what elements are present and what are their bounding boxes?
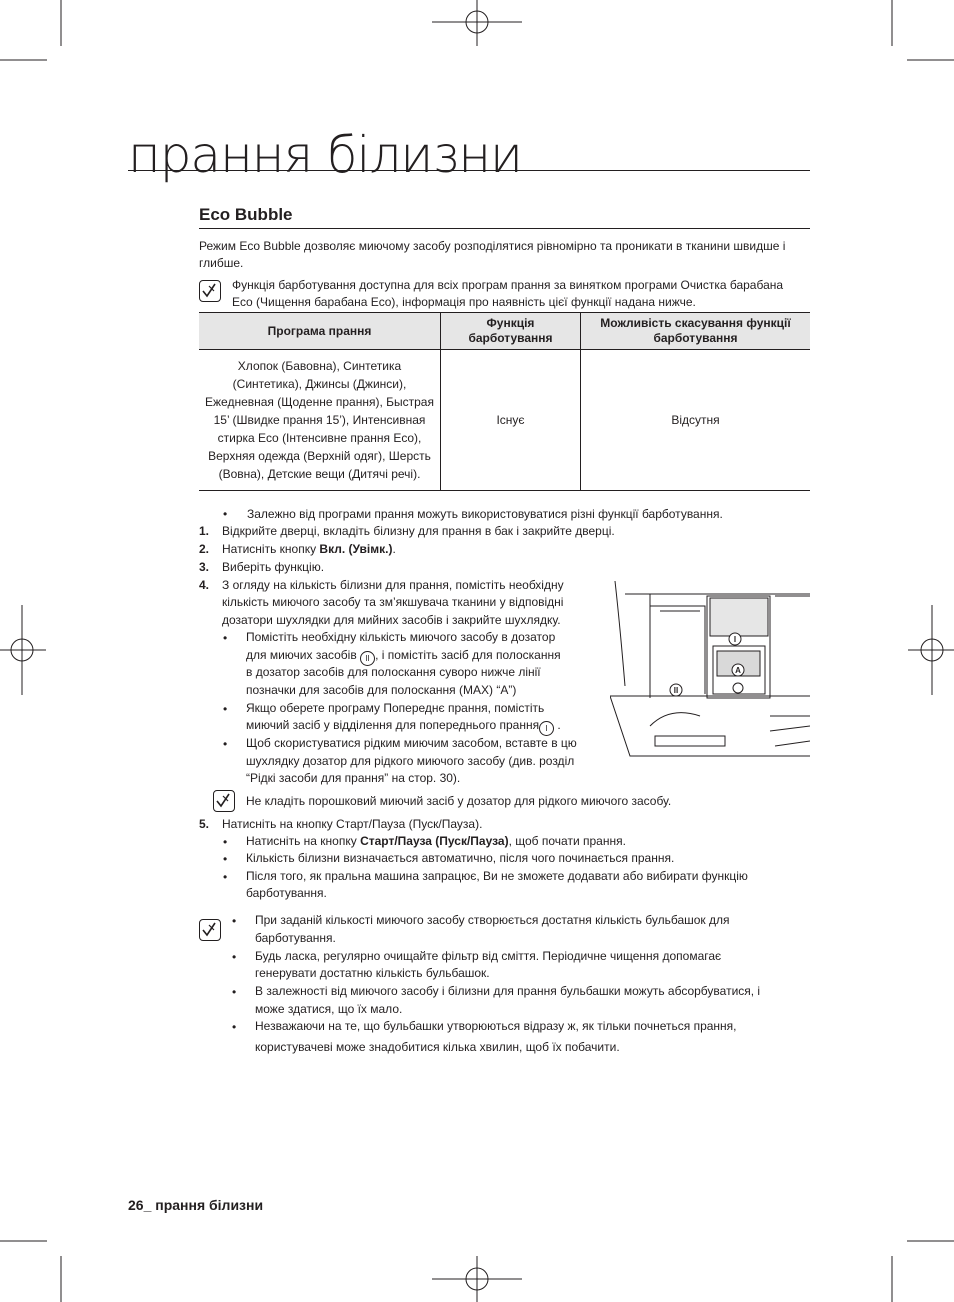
bullet-text: в дозатор засобів для полоскання суворо нижче лінії — [246, 665, 541, 679]
section-heading: Eco Bubble — [199, 205, 293, 224]
note-bullet-text: генерувати достатню кількість бульбашок. — [255, 966, 490, 980]
bullet-text-part: . — [554, 718, 561, 732]
bullet-text: Після того, як пральна машина запрацює, Ви не зможете додавати або вибирати функцію — [246, 869, 748, 883]
step-text: З огляду на кількість білизни для прання, помістіть необхідну — [222, 578, 564, 592]
bullet-dot: • — [223, 870, 228, 884]
note-icon — [199, 919, 221, 941]
bullet-text: “Рідкі засоби для прання” на стор. 30). — [246, 771, 461, 785]
bullet-dot: • — [223, 702, 228, 716]
step-number: 3. — [199, 560, 210, 574]
compartment-I-icon: I — [539, 721, 554, 736]
step-text: Натисніть на кнопку Старт/Пауза (Пуск/Пауза). — [222, 817, 483, 831]
bullet-dot: • — [232, 1020, 237, 1034]
bullet-text: Якщо оберете програму Попереднє прання, помістіть — [246, 701, 545, 715]
note-bullet-text: Незважаючи на те, що бульбашки утворюються відразу ж, як тільки почнеться прання, — [255, 1019, 737, 1033]
label-I: I — [733, 635, 737, 644]
pencil-check-icon — [214, 791, 233, 810]
table-header: Можливість скасування функції барботування — [581, 313, 811, 350]
detergent-drawer-graphic — [610, 576, 810, 761]
detergent-drawer-illustration — [610, 576, 810, 761]
bullet-text: Помістіть необхідну кількість миючого засобу в дозатор — [246, 630, 556, 644]
step-text: кількість миючого засобу та зм’якшувача тканини у відповідні — [222, 595, 564, 609]
note-icon — [213, 790, 235, 812]
program-table — [199, 312, 810, 491]
bullet-text — [246, 833, 626, 851]
step-text-part: . — [392, 542, 396, 556]
note-bullet-text: може здатися, що їх мало. — [255, 1002, 403, 1016]
step-number: 5. — [199, 817, 210, 831]
bullet-dot: • — [223, 852, 228, 866]
table-cell: Хлопок (Бавовна), Синтетика (Синтетика), Джинсы (Джинси), Ежедневная (Щоденне прання), Быстрая 15’ (Швидке прання 15’), Интенсивная стирка Eco (Інтенсивне прання Eco), Верхняя одежда (Верхній одяг), Шерсть (Вовна), Детские вещи (Дитячі речі). — [199, 350, 441, 491]
step-text: дозатори шухлядки для мийних засобів і закрийте шухлядку. — [222, 613, 561, 627]
page-footer: 26_ прання білизни — [128, 1197, 264, 1213]
table-cell: Існує — [441, 350, 581, 491]
bullet-text-part: Натисніть на кнопку — [246, 834, 361, 848]
section-divider — [199, 228, 810, 229]
bullet-dot: • — [223, 835, 228, 849]
step-number: 2. — [199, 542, 210, 556]
bullet-dot: • — [223, 507, 228, 521]
button-name: Вкл. (Увімк.) — [319, 542, 393, 556]
bullet-text: Залежно від програми прання можуть використовуватися різні функції барботування. — [247, 507, 723, 521]
bullet-text-part: миючий засіб у відділення для попереднього прання — [246, 718, 540, 732]
note-bullet-text: Будь ласка, регулярно очищайте фільтр від сміття. Періодичне чищення допомагає — [255, 949, 722, 963]
label-A: A — [735, 666, 741, 675]
table-row — [199, 350, 810, 491]
bullet-text: Щоб скористуватися рідким миючим засобом, вставте в цю — [246, 736, 577, 750]
note-bullet-text: користувачеві може знадобитися кілька хвилин, щоб їх побачити. — [255, 1040, 620, 1054]
table-header-row — [199, 313, 810, 350]
step-text: Виберіть функцію. — [222, 560, 325, 574]
step-text-part: Натисніть кнопку — [222, 542, 320, 556]
bullet-text: барботування. — [246, 886, 327, 900]
note-bullet-text: В залежності від миючого засобу і білизни для прання бульбашки можуть абсорбуватися, і — [255, 984, 761, 998]
step-text — [222, 541, 396, 559]
note-text-2: Не кладіть порошковий миючий засіб у дозатор для рідкого миючого засобу. — [246, 794, 672, 808]
bullet-dot: • — [232, 985, 237, 999]
bullet-text-part: для миючих засобів — [246, 648, 357, 662]
title-divider — [128, 170, 810, 171]
note-bullet-text: При заданій кількості миючого засобу створюється достатня кількість бульбашок для — [255, 913, 730, 927]
bullet-text: позначки для засобів для полоскання (MAX) “A”) — [246, 683, 517, 697]
note-text-1: Функція барботування доступна для всіх програм прання за винятком програми Очистка барабана Eco (Чищення барабана Eco), інформація про наявність цієї функції надана нижче. — [232, 278, 784, 309]
note-bullet-text: барботування. — [255, 931, 336, 945]
bullet-text-part: , і помістіть засіб для полоскання — [375, 648, 561, 662]
label-II: II — [673, 686, 679, 695]
step-number: 4. — [199, 578, 210, 592]
compartment-II-icon: II — [360, 651, 375, 666]
bullet-dot: • — [223, 737, 228, 751]
pencil-check-icon — [200, 920, 219, 939]
bullet-dot: • — [232, 950, 237, 964]
step-text: Відкрийте дверці, вкладіть білизну для прання в бак і закрийте дверці. — [222, 524, 615, 538]
bullet-text: Кількість білизни визначається автоматично, після чого починається прання. — [246, 851, 675, 865]
bullet-dot: • — [232, 914, 237, 928]
bullet-text: шухлядку дозатор для рідкого миючого засобу (див. розділ — [246, 754, 575, 768]
bullet-text — [246, 717, 561, 736]
note-icon — [199, 280, 221, 302]
pencil-check-icon — [200, 281, 219, 300]
table-header: Програма прання — [199, 313, 441, 350]
button-name: Старт/Пауза (Пуск/Пауза) — [360, 834, 509, 848]
step-number: 1. — [199, 524, 210, 538]
bullet-dot: • — [223, 631, 228, 645]
table-header: Функція барботування — [441, 313, 581, 350]
intro-paragraph: Режим Eco Bubble дозволяє миючому засобу розподілятися рівномірно та проникати в тканини швидше і глибше. — [199, 239, 786, 270]
bullet-text-part: , щоб почати прання. — [508, 834, 626, 848]
table-cell: Відсутня — [581, 350, 811, 491]
page-title: прання білизни — [128, 126, 522, 184]
